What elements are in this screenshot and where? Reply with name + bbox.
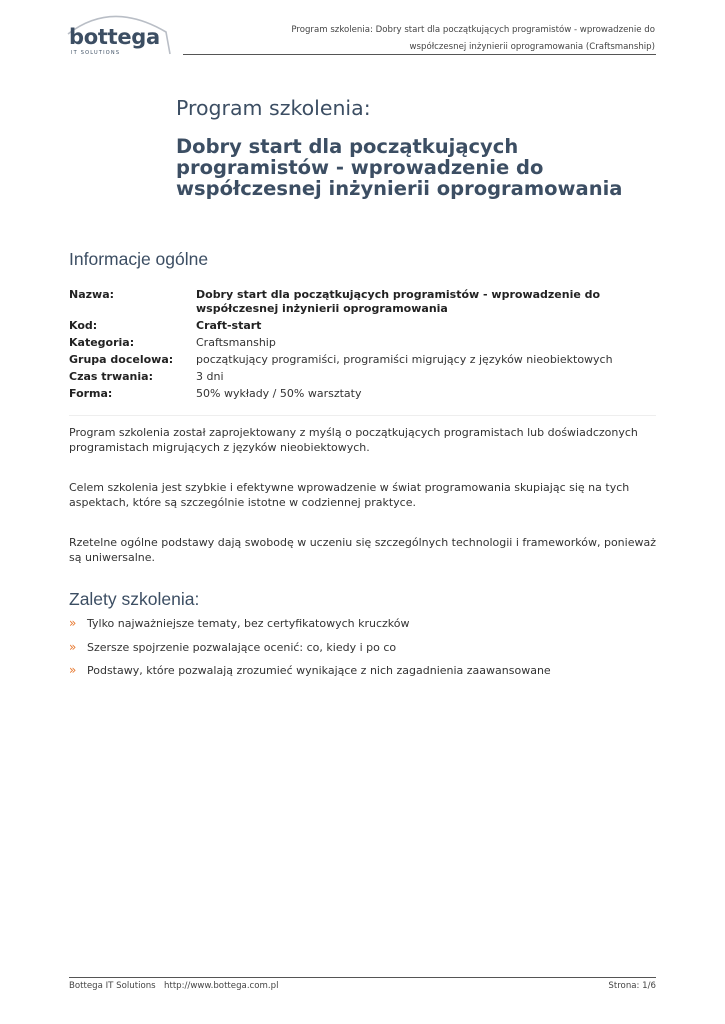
list-item bbox=[69, 640, 659, 664]
info-row-form bbox=[69, 387, 657, 404]
header-line-2: współczesnej inżynierii oprogramowania (Craftsmanship) bbox=[409, 42, 655, 52]
info-value: Dobry start dla początkujących programistów - wprowadzenie do współczesnej inżynierii oprogramowania bbox=[196, 288, 601, 315]
advantages-list bbox=[69, 616, 659, 687]
info-value: 50% wykłady / 50% warsztaty bbox=[196, 387, 362, 400]
running-header bbox=[235, 22, 655, 56]
info-value: Craftsmanship bbox=[196, 336, 276, 349]
info-row-code bbox=[69, 319, 657, 336]
bottega-logo bbox=[62, 8, 174, 56]
list-item bbox=[69, 616, 659, 640]
document-kicker: Program szkolenia: bbox=[176, 96, 371, 120]
logo-subtitle: IT SOLUTIONS bbox=[71, 50, 121, 56]
info-row-name bbox=[69, 288, 657, 319]
info-label: Czas trwania: bbox=[69, 370, 153, 383]
header-divider bbox=[183, 54, 656, 55]
info-label: Nazwa: bbox=[69, 288, 115, 301]
info-label: Grupa docelowa: bbox=[69, 353, 174, 366]
list-item bbox=[69, 663, 659, 687]
footer-url-link[interactable]: http://www.bottega.com.pl bbox=[164, 981, 279, 991]
info-row-category bbox=[69, 336, 657, 353]
footer-divider bbox=[69, 977, 656, 978]
info-label: Kategoria: bbox=[69, 336, 135, 349]
bullet-chevron-icon: » bbox=[69, 616, 77, 630]
info-row-duration bbox=[69, 370, 657, 387]
header-line-1: Program szkolenia: Dobry start dla początkujących programistów - wprowadzenie do bbox=[291, 25, 655, 35]
section-heading-info: Informacje ogólne bbox=[69, 249, 209, 269]
document-title: Dobry start dla początkujących programistów - wprowadzenie do współczesnej inżynierii oprogramowania bbox=[176, 135, 623, 200]
section-heading-advantages: Zalety szkolenia: bbox=[69, 589, 200, 609]
logo-wordmark: bottega bbox=[69, 25, 160, 49]
footer-company: Bottega IT Solutions bbox=[69, 981, 156, 991]
info-label: Kod: bbox=[69, 319, 98, 332]
bullet-chevron-icon: » bbox=[69, 639, 77, 654]
goal-paragraph: Celem szkolenia jest szybkie i efektywne wprowadzenie w świat programowania skupiając się na tych aspektach, które są szczególnie istotne w codziennej praktyce. bbox=[69, 481, 630, 509]
table-divider bbox=[69, 415, 656, 416]
info-value: Craft-start bbox=[196, 319, 262, 332]
list-item-text: Tylko najważniejsze tematy, bez certyfikatowych kruczków bbox=[87, 617, 410, 630]
intro-paragraph: Program szkolenia został zaprojektowany z myślą o początkujących programistach lub doświadczonych programistach migrujących z języków nieobiektowych. bbox=[69, 426, 638, 454]
info-table bbox=[69, 288, 657, 404]
info-label: Forma: bbox=[69, 387, 113, 400]
foundation-paragraph: Rzetelne ogólne podstawy dają swobodę w uczeniu się szczególnych technologii i frameworków, ponieważ są uniwersalne. bbox=[69, 536, 656, 564]
list-item-text: Podstawy, które pozwalają zrozumieć wynikające z nich zagadnienia zaawansowane bbox=[87, 664, 551, 677]
bullet-chevron-icon: » bbox=[69, 663, 77, 677]
footer-page-number: Strona: 1/6 bbox=[608, 981, 656, 991]
info-value: początkujący programiści, programiści migrujący z języków nieobiektowych bbox=[196, 353, 613, 366]
list-item-text: Szersze spojrzenie pozwalające ocenić: co, kiedy i po co bbox=[87, 640, 397, 654]
info-value: 3 dni bbox=[196, 370, 224, 383]
info-row-audience bbox=[69, 353, 657, 370]
